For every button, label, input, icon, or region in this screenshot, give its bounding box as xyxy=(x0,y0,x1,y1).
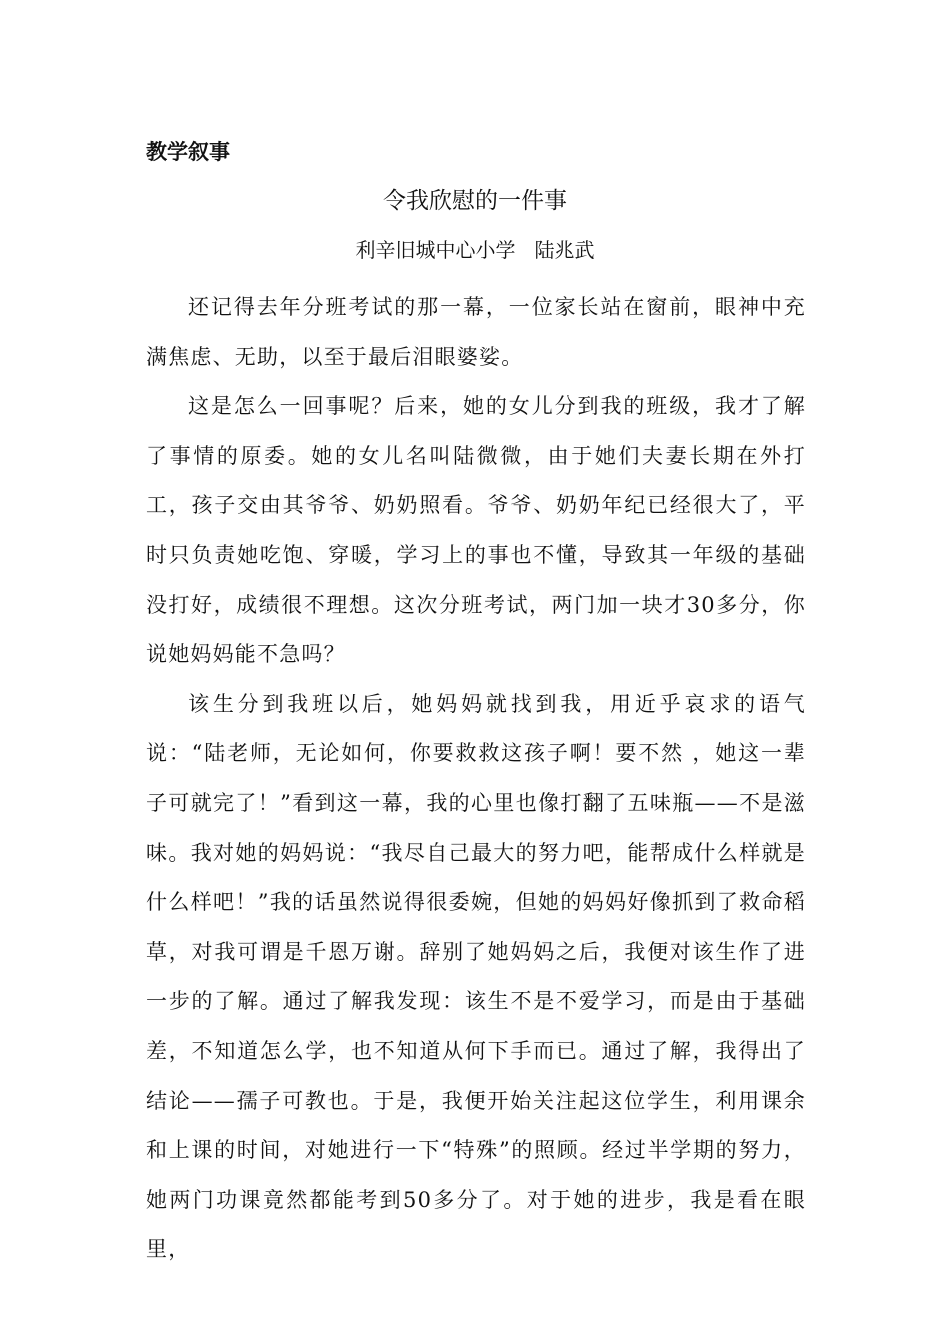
document-category: 教学叙事 xyxy=(146,140,230,164)
paragraph-3: 该生分到我班以后，她妈妈就找到我，用近乎哀求的语气说：“陆老师，无论如何，你要救救这孩子啊！要不然 ，她这一辈子可就完了！”看到这一幕，我的心里也像打翻了五味瓶——不是滋味。我对她的妈妈说：“我尽自己最大的努力吧，能帮成什么样就是什么样吧！”我的话虽然说得很委婉，但她的妈妈好像抓到了救命稻草，对我可谓是千恩万谢。辞别了她妈妈之后，我便对该生作了进一步的了解。通过了解我发现：该生不是不爱学习，而是由于基础差，不知道怎么学，也不知道从何下手而已。通过了解，我得出了结论——孺子可教也。于是，我便开始关注起这位学生，利用课余和上课的时间，对她进行一下“特殊”的照顾。经过半学期的努力，她两门功课竟然都能考到50多分了。对于她的进步，我是看在眼里， xyxy=(146,691,806,1262)
paragraph-2: 这是怎么一回事呢？后来，她的女儿分到我的班级，我才了解了事情的原委。她的女儿名叫陆微微，由于她们夫妻长期在外打工，孩子交由其爷爷、奶奶照看。爷爷、奶奶年纪已经很大了，平时只负责她吃饱、穿暖，学习上的事也不懂，导致其一年级的基础没打好，成绩很不理想。这次分班考试，两门加一块才30多分，你说她妈妈能不急吗？ xyxy=(146,394,806,667)
paragraph-1: 还记得去年分班考试的那一幕，一位家长站在窗前，眼神中充满焦虑、无助，以至于最后泪眼婆娑。 xyxy=(146,295,806,369)
document-title: 令我欣慰的一件事 xyxy=(383,188,567,214)
author-byline: 利辛旧城中心小学 陆兆武 xyxy=(355,238,595,262)
document-body xyxy=(146,283,806,1275)
